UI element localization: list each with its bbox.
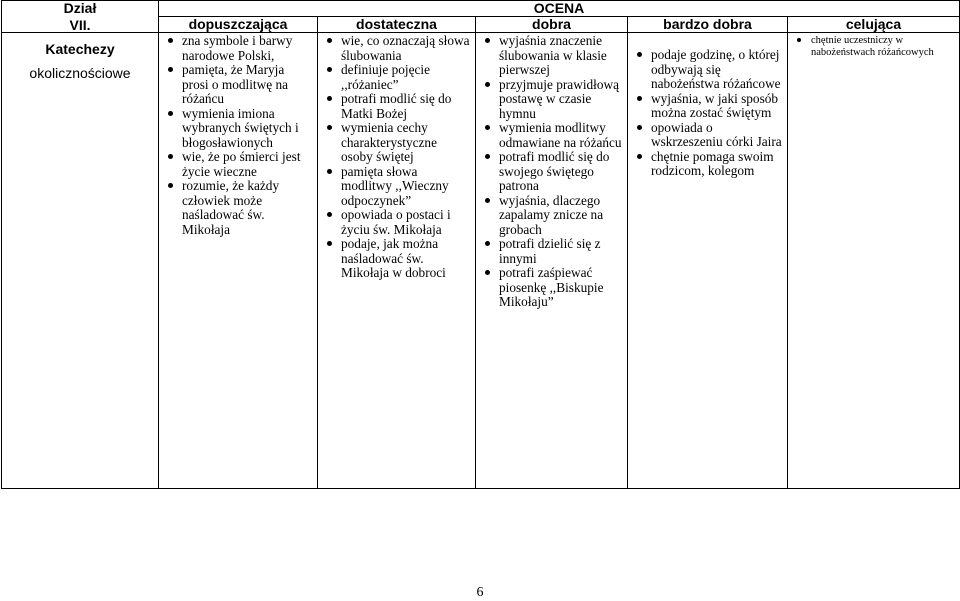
column-bardzo-dobra xyxy=(628,33,788,489)
section-label xyxy=(2,13,158,85)
page-number: 6 xyxy=(476,585,484,600)
requirement-item: pamięta słowa modlitwy ,,Wieczny odpoczynek” xyxy=(324,165,471,209)
requirement-item: chętnie uczestniczy w nabożeństwach różańcowych xyxy=(794,35,955,58)
requirement-item: wyjaśnia znaczenie ślubowania w klasie pierwszej xyxy=(482,34,623,78)
requirement-item: opowiada o postaci i życiu św. Mikołaja xyxy=(324,208,471,237)
requirement-item: wyjaśnia, dlaczego zapalamy znicze na grobach xyxy=(482,194,623,238)
grade-requirements-table xyxy=(1,0,960,489)
requirement-item: potrafi dzielić się z innymi xyxy=(482,237,623,266)
requirement-item: wie, co oznaczają słowa ślubowania xyxy=(324,34,471,63)
requirement-item: podaje, jak można naśladować św. Mikołaja w dobroci xyxy=(324,237,471,281)
section-number: VII. xyxy=(69,17,91,33)
requirement-item: potrafi modlić się do Matki Bożej xyxy=(324,92,471,121)
requirement-item: przyjmuje prawidłową postawę w czasie hymnu xyxy=(482,78,623,122)
header-grade-dobra: dobra xyxy=(476,17,628,33)
requirement-item: zna symbole i barwy narodowe Polski, xyxy=(165,34,313,63)
header-grade-dostateczna: dostateczna xyxy=(318,17,476,33)
column-dopuszczajaca xyxy=(159,33,318,489)
requirement-item: wymienia imiona wybranych świętych i błogosławionych xyxy=(165,107,313,151)
section-subtitle: okolicznościowe xyxy=(29,65,131,81)
section-title: Katechezy xyxy=(45,41,115,57)
requirements-list-celujaca xyxy=(788,33,959,58)
header-grade-bardzo-dobra: bardzo dobra xyxy=(628,17,788,33)
requirement-item: potrafi zaśpiewać piosenkę ,,Biskupie Mikołaju” xyxy=(482,266,623,310)
column-celujaca xyxy=(788,33,960,489)
requirement-item: wymienia cechy charakterystyczne osoby świętej xyxy=(324,121,471,165)
header-ocena: OCENA xyxy=(159,1,960,17)
header-dzial: Dział xyxy=(2,1,159,33)
requirement-item: opowiada o wskrzeszeniu córki Jaira xyxy=(634,121,783,150)
header-grade-celujaca: celująca xyxy=(788,17,960,33)
requirement-item: rozumie, że każdy człowiek może naśladować św. Mikołaja xyxy=(165,179,313,237)
requirement-item: definiuje pojęcie ,,różaniec” xyxy=(324,63,471,92)
requirement-item: chętnie pomaga swoim rodzicom, kolegom xyxy=(634,150,783,179)
column-dobra xyxy=(476,33,628,489)
requirement-item: wie, że po śmierci jest życie wieczne xyxy=(165,150,313,179)
requirement-item: podaje godzinę, o której odbywają się nabożeństwa różańcowe xyxy=(634,48,783,92)
section-cell xyxy=(2,17,159,489)
requirement-item: potrafi modlić się do swojego świętego patrona xyxy=(482,150,623,194)
requirement-item: wymienia modlitwy odmawiane na różańcu xyxy=(482,121,623,150)
column-dostateczna xyxy=(318,33,476,489)
header-grade-dopuszczajaca: dopuszczająca xyxy=(159,17,318,33)
requirements-list-dostateczna xyxy=(318,33,475,281)
requirements-list-dopuszczajaca xyxy=(159,33,317,237)
requirement-item: wyjaśnia, w jaki sposób można zostać świętym xyxy=(634,92,783,121)
requirements-list-dobra xyxy=(476,33,627,310)
requirements-list-bardzo-dobra xyxy=(628,33,787,179)
requirement-item: pamięta, że Maryja prosi o modlitwę na różańcu xyxy=(165,63,313,107)
